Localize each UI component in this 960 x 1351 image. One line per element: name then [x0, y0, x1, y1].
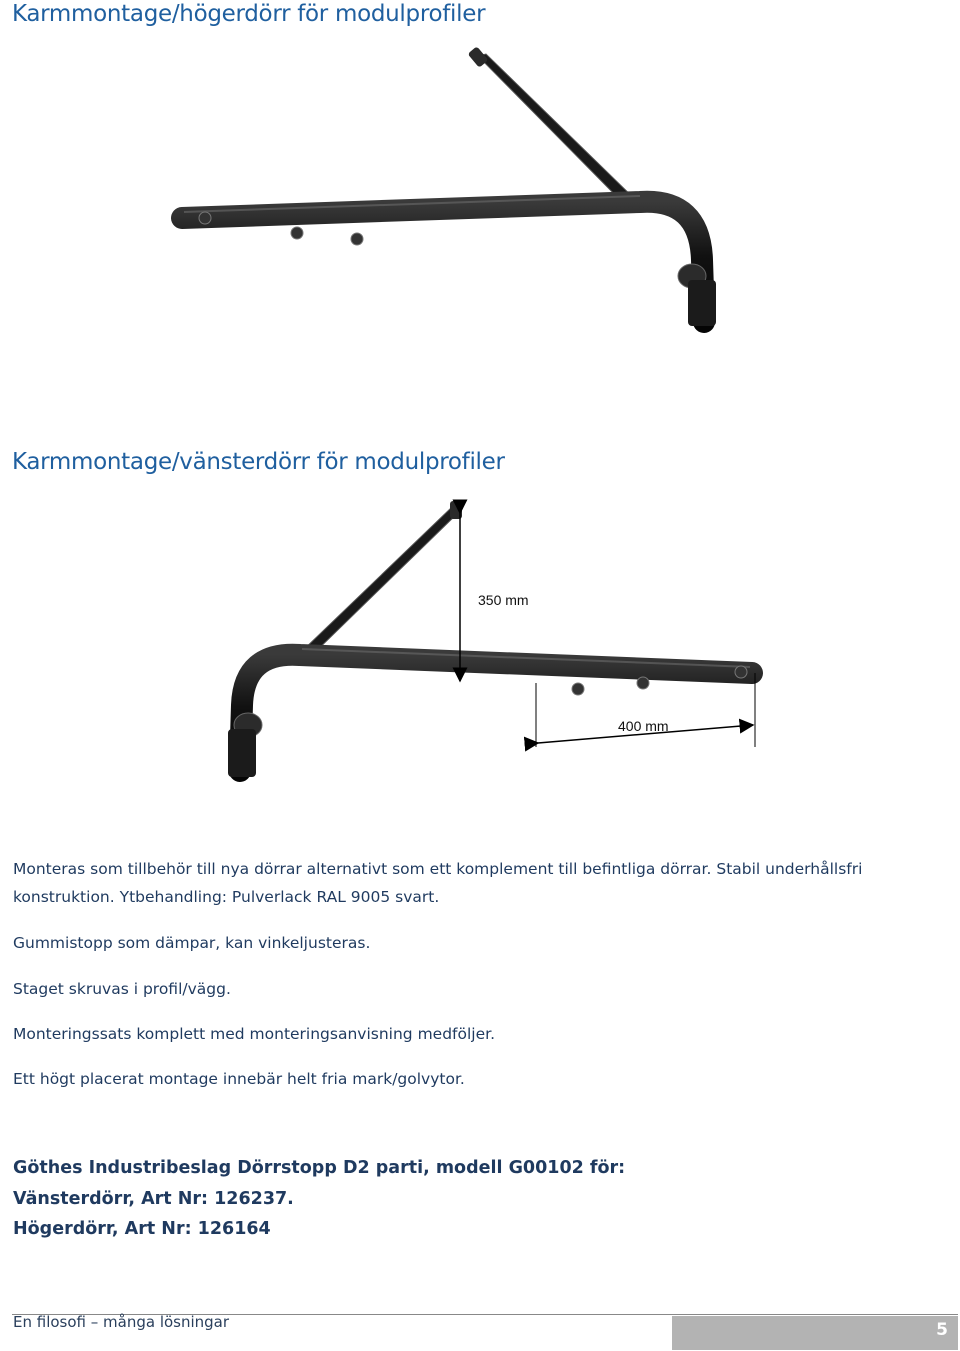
- feature-mounting-kit: Monteringssats komplett med monteringsanvisning medföljer.: [13, 1025, 496, 1043]
- feature-free-floor: Ett högt placerat montage innebär helt fria mark/golvytor.: [13, 1070, 465, 1088]
- feature-rubber-stop: Gummistopp som dämpar, kan vinkeljusteras.: [13, 934, 371, 952]
- dimension-height-label: 350 mm: [478, 592, 529, 608]
- product-left-door-article: Vänsterdörr, Art Nr: 126237.: [13, 1189, 294, 1209]
- product-image-left-door: [0, 495, 960, 795]
- page-number-box: [672, 1316, 958, 1350]
- product-model-line: Göthes Industribeslag Dörrstopp D2 parti, modell G00102 för:: [13, 1158, 626, 1178]
- page-number: 5: [936, 1320, 948, 1340]
- dimension-width-label: 400 mm: [618, 718, 669, 734]
- heading-left-door: Karmmontage/vänsterdörr för modulprofiler: [12, 449, 505, 475]
- product-right-door-article: Högerdörr, Art Nr: 126164: [13, 1219, 271, 1239]
- footer-tagline: En filosofi – många lösningar: [13, 1313, 230, 1331]
- description-paragraph: Monteras som tillbehör till nya dörrar alternativt som ett komplement till befintliga dörrar. Stabil underhållsfri konstruktion. Ytbehandling: Pulverlack RAL 9005 svart.: [13, 860, 863, 906]
- heading-right-door: Karmmontage/högerdörr för modulprofiler: [12, 1, 486, 27]
- product-image-right-door: [0, 40, 960, 340]
- feature-strut-mounting: Staget skruvas i profil/vägg.: [13, 980, 231, 998]
